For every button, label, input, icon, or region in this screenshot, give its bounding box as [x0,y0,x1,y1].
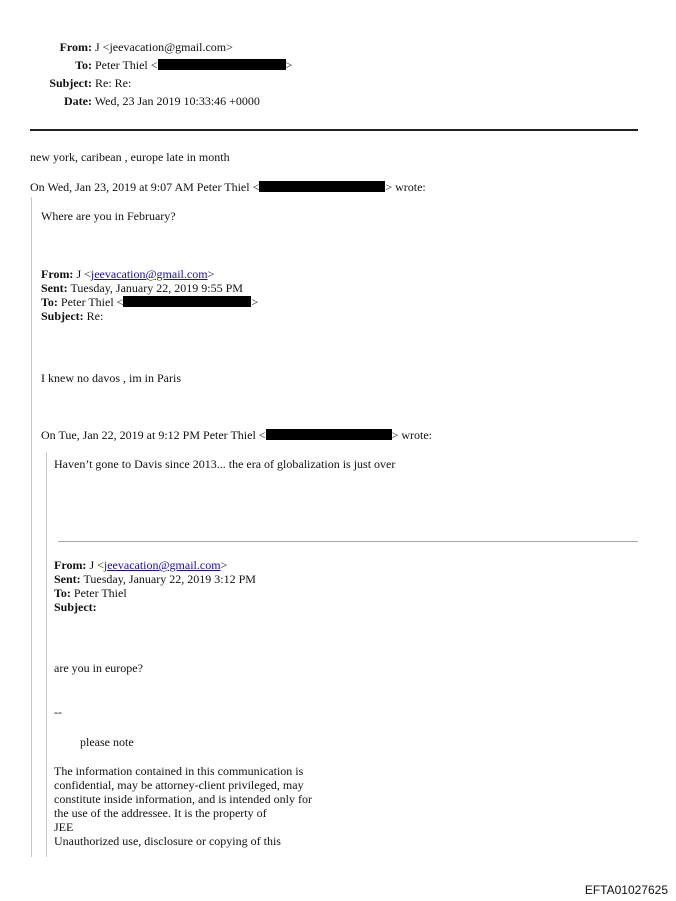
msg2-to-label: To: [41,295,58,309]
subject-value: Re: Re: [95,76,132,90]
msg2-from-row [41,267,214,281]
header-to-row [30,58,292,72]
msg2-email-link[interactable]: jeevacation@gmail.com [90,267,208,281]
msg2-sent-value: Tuesday, January 22, 2019 9:55 PM [70,281,243,295]
msg3-to-row [54,586,127,600]
redaction-block [259,181,385,192]
msg3-sent-value: Tuesday, January 22, 2019 3:12 PM [83,572,256,586]
reply2-suffix: > wrote: [391,428,432,442]
msg3-subject-row [54,600,97,614]
disclaimer-line: JEE [54,820,74,834]
disclaimer-line: confidential, may be attorney-client privileged, may [54,778,304,792]
disclaimer-line: constitute inside information, and is intended only for [54,792,312,806]
msg3-body: are you in europe? [54,661,143,675]
message-divider [58,541,638,542]
msg3-from-suffix: > [220,558,228,572]
quote-bar-inner [46,452,47,857]
signature-dashes: -- [54,705,62,719]
from-value: J <jeevacation@gmail.com> [95,40,233,54]
header-subject-row [30,76,131,90]
to-suffix: > [285,58,293,72]
reply1-attribution [30,180,426,194]
header-divider [30,129,638,131]
msg2-from-suffix: > [207,267,215,281]
msg2-subject-row [41,309,103,323]
msg3-email-link[interactable]: jeevacation@gmail.com [103,558,221,572]
reply2-attribution [41,428,432,442]
msg3-subject-label: Subject: [54,600,97,614]
msg3-from-row [54,558,227,572]
disclaimer-line: the use of the addressee. It is the property of [54,806,267,820]
document-id: EFTA01027625 [584,883,668,897]
redaction-block [158,59,286,70]
disclaimer-line: Unauthorized use, disclosure or copying of this [54,834,281,848]
msg3-to-value: Peter Thiel [73,586,127,600]
redaction-block [123,296,251,307]
msg3-to-label: To: [54,586,71,600]
msg3-from-label: From: [54,558,87,572]
msg2-body: I knew no davos , im in Paris [41,371,181,385]
reply2-prefix: On Tue, Jan 22, 2019 at 9:12 PM Peter Thiel < [41,428,266,442]
reply1-prefix: On Wed, Jan 23, 2019 at 9:07 AM Peter Thiel < [30,180,260,194]
header-from-row [30,40,233,54]
reply1-suffix: > wrote: [385,180,426,194]
date-label: Date: [64,94,92,108]
please-note: please note [80,735,134,749]
msg2-subject-label: Subject: [41,309,84,323]
reply2-quote: Haven’t gone to Davis since 2013... the era of globalization is just over [54,457,396,471]
reply1-quote: Where are you in February? [41,209,176,223]
msg2-subject-value: Re: [86,309,104,323]
from-label: From: [59,40,92,54]
msg2-from-prefix: J < [76,267,91,281]
msg2-to-suffix: > [251,295,259,309]
body-line: new york, caribean , europe late in month [30,150,230,164]
msg2-sent-row [41,281,243,295]
to-label: To: [75,58,92,72]
msg3-sent-row [54,572,256,586]
quote-bar-outer [31,197,32,857]
msg2-to-row [41,295,258,309]
msg3-from-prefix: J < [89,558,104,572]
date-value: Wed, 23 Jan 2019 10:33:46 +0000 [94,94,260,108]
redaction-block [266,429,392,440]
msg2-sent-label: Sent: [41,281,68,295]
disclaimer-line: The information contained in this communication is [54,764,304,778]
msg2-to-value: Peter Thiel < [60,295,124,309]
to-value: Peter Thiel < [95,58,158,72]
msg2-from-label: From: [41,267,74,281]
header-date-row [30,94,260,108]
subject-label: Subject: [49,76,92,90]
msg3-sent-label: Sent: [54,572,81,586]
